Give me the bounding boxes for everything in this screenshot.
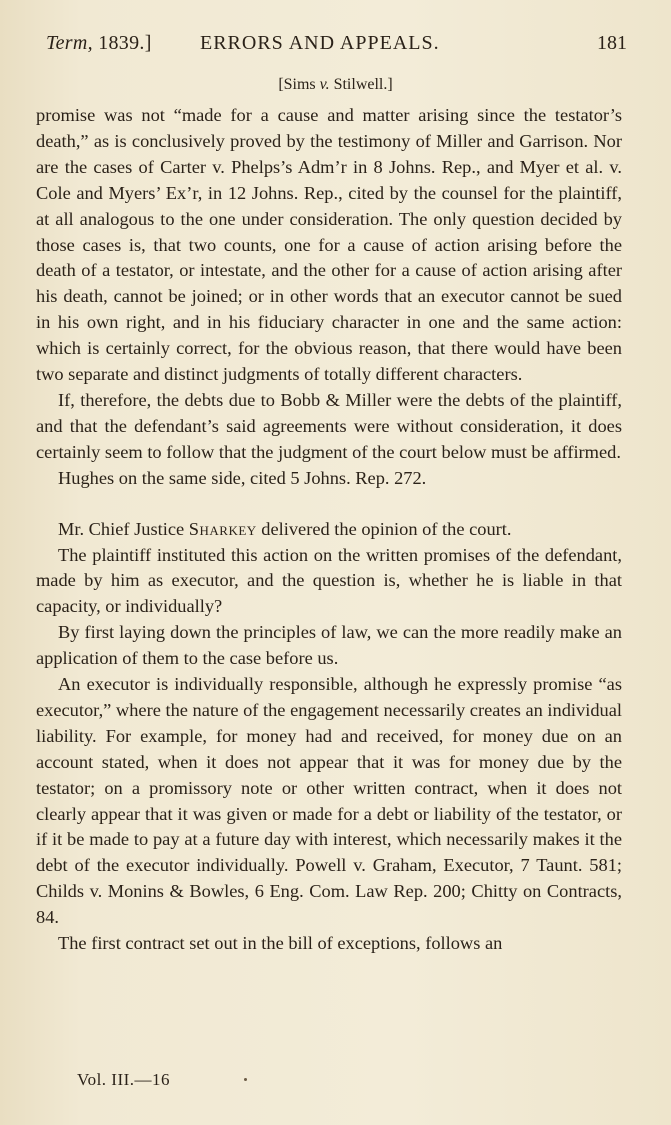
page-number: 181 [597,32,627,54]
signature-mark: Vol. III.—16 [77,1070,171,1089]
term-label [46,32,152,55]
opinion-intro-prefix: Mr. Chief Justice [58,518,189,539]
term-year: 1839.] [92,32,152,54]
case-header-close: Stilwell.] [329,76,393,93]
paragraph-opinion-intro [36,517,622,543]
paragraph-argument-continued: promise was not “made for a cause and matter arising since the testator’s death,” as is conclusively proved by the testimony of Miller and Garrison. Nor are the cases of Carter v. Phelps’s Adm’r in 8 Johns. Rep., and Myer et al. v. Cole and Myers’ Ex’r, in 12 Johns. Rep., cited by the counsel for the plaintiff, at all analogous to the one under consideration. The only question decided by those cases is, that two counts, one for a cause of action arising before the death of a testator, or intestate, and the other for a cause of action arising after his death, cannot be joined; or in other words that an executor cannot be sued in his own right, and in his fiduciary character in one and the same action: which is certainly correct, for the obvious reason, that there would have been two separate and distinct judgments of totally different characters. [36,105,622,385]
paragraph-principles: By first laying down the principles of law, we can the more readily make an application of them to the case before us. [36,622,622,669]
running-header [46,32,641,60]
case-header-v: v. [319,76,330,93]
case-header-open: [Sims [278,76,320,93]
ink-spot [244,1078,247,1081]
paragraph-first-contract: The first contract set out in the bill of exceptions, follows an [58,933,503,954]
section-gap [36,492,622,517]
body-text [36,103,622,957]
justice-name: Sharkey [188,518,257,539]
section-title: ERRORS AND APPEALS. [200,32,440,54]
term-word: Term, [46,32,93,54]
paragraph-argument-conclusion: If, therefore, the debts due to Bobb & Miller were the debts of the plaintiff, and that the defendant’s said agreements were without consideration, it does certainly seem to follow that the judgment of the court below must be affirmed. [36,389,622,462]
paragraph-counsel-citation: Hughes on the same side, cited 5 Johns. Rep. 272. [58,467,427,488]
opinion-intro-suffix: delivered the opinion of the court. [256,518,512,539]
paragraph-executor-liability: An executor is individually responsible, although he expressly promise “as executor,” where the nature of the engagement necessarily creates an individual liability. For example, for money had and received, for money due on an account stated, when it does not appear that it was for money due by the testator; on a promissory note or other written contract, when it does not clearly appear that it was given or made for a debt or liability of the testator, or if it be made to pay at a future day with interest, which necessarily makes it the debt of the executor individually. Powell v. Graham, Executor, 7 Taunt. 581; Childs v. Monins & Bowles, 6 Eng. Com. Law Rep. 200; Chitty on Contracts, 84. [36,674,622,928]
case-header [0,76,671,94]
paragraph-action-description: The plaintiff instituted this action on the written promises of the defendant, made by him as executor, and the question is, whether he is liable in that capacity, or individually? [36,544,622,617]
